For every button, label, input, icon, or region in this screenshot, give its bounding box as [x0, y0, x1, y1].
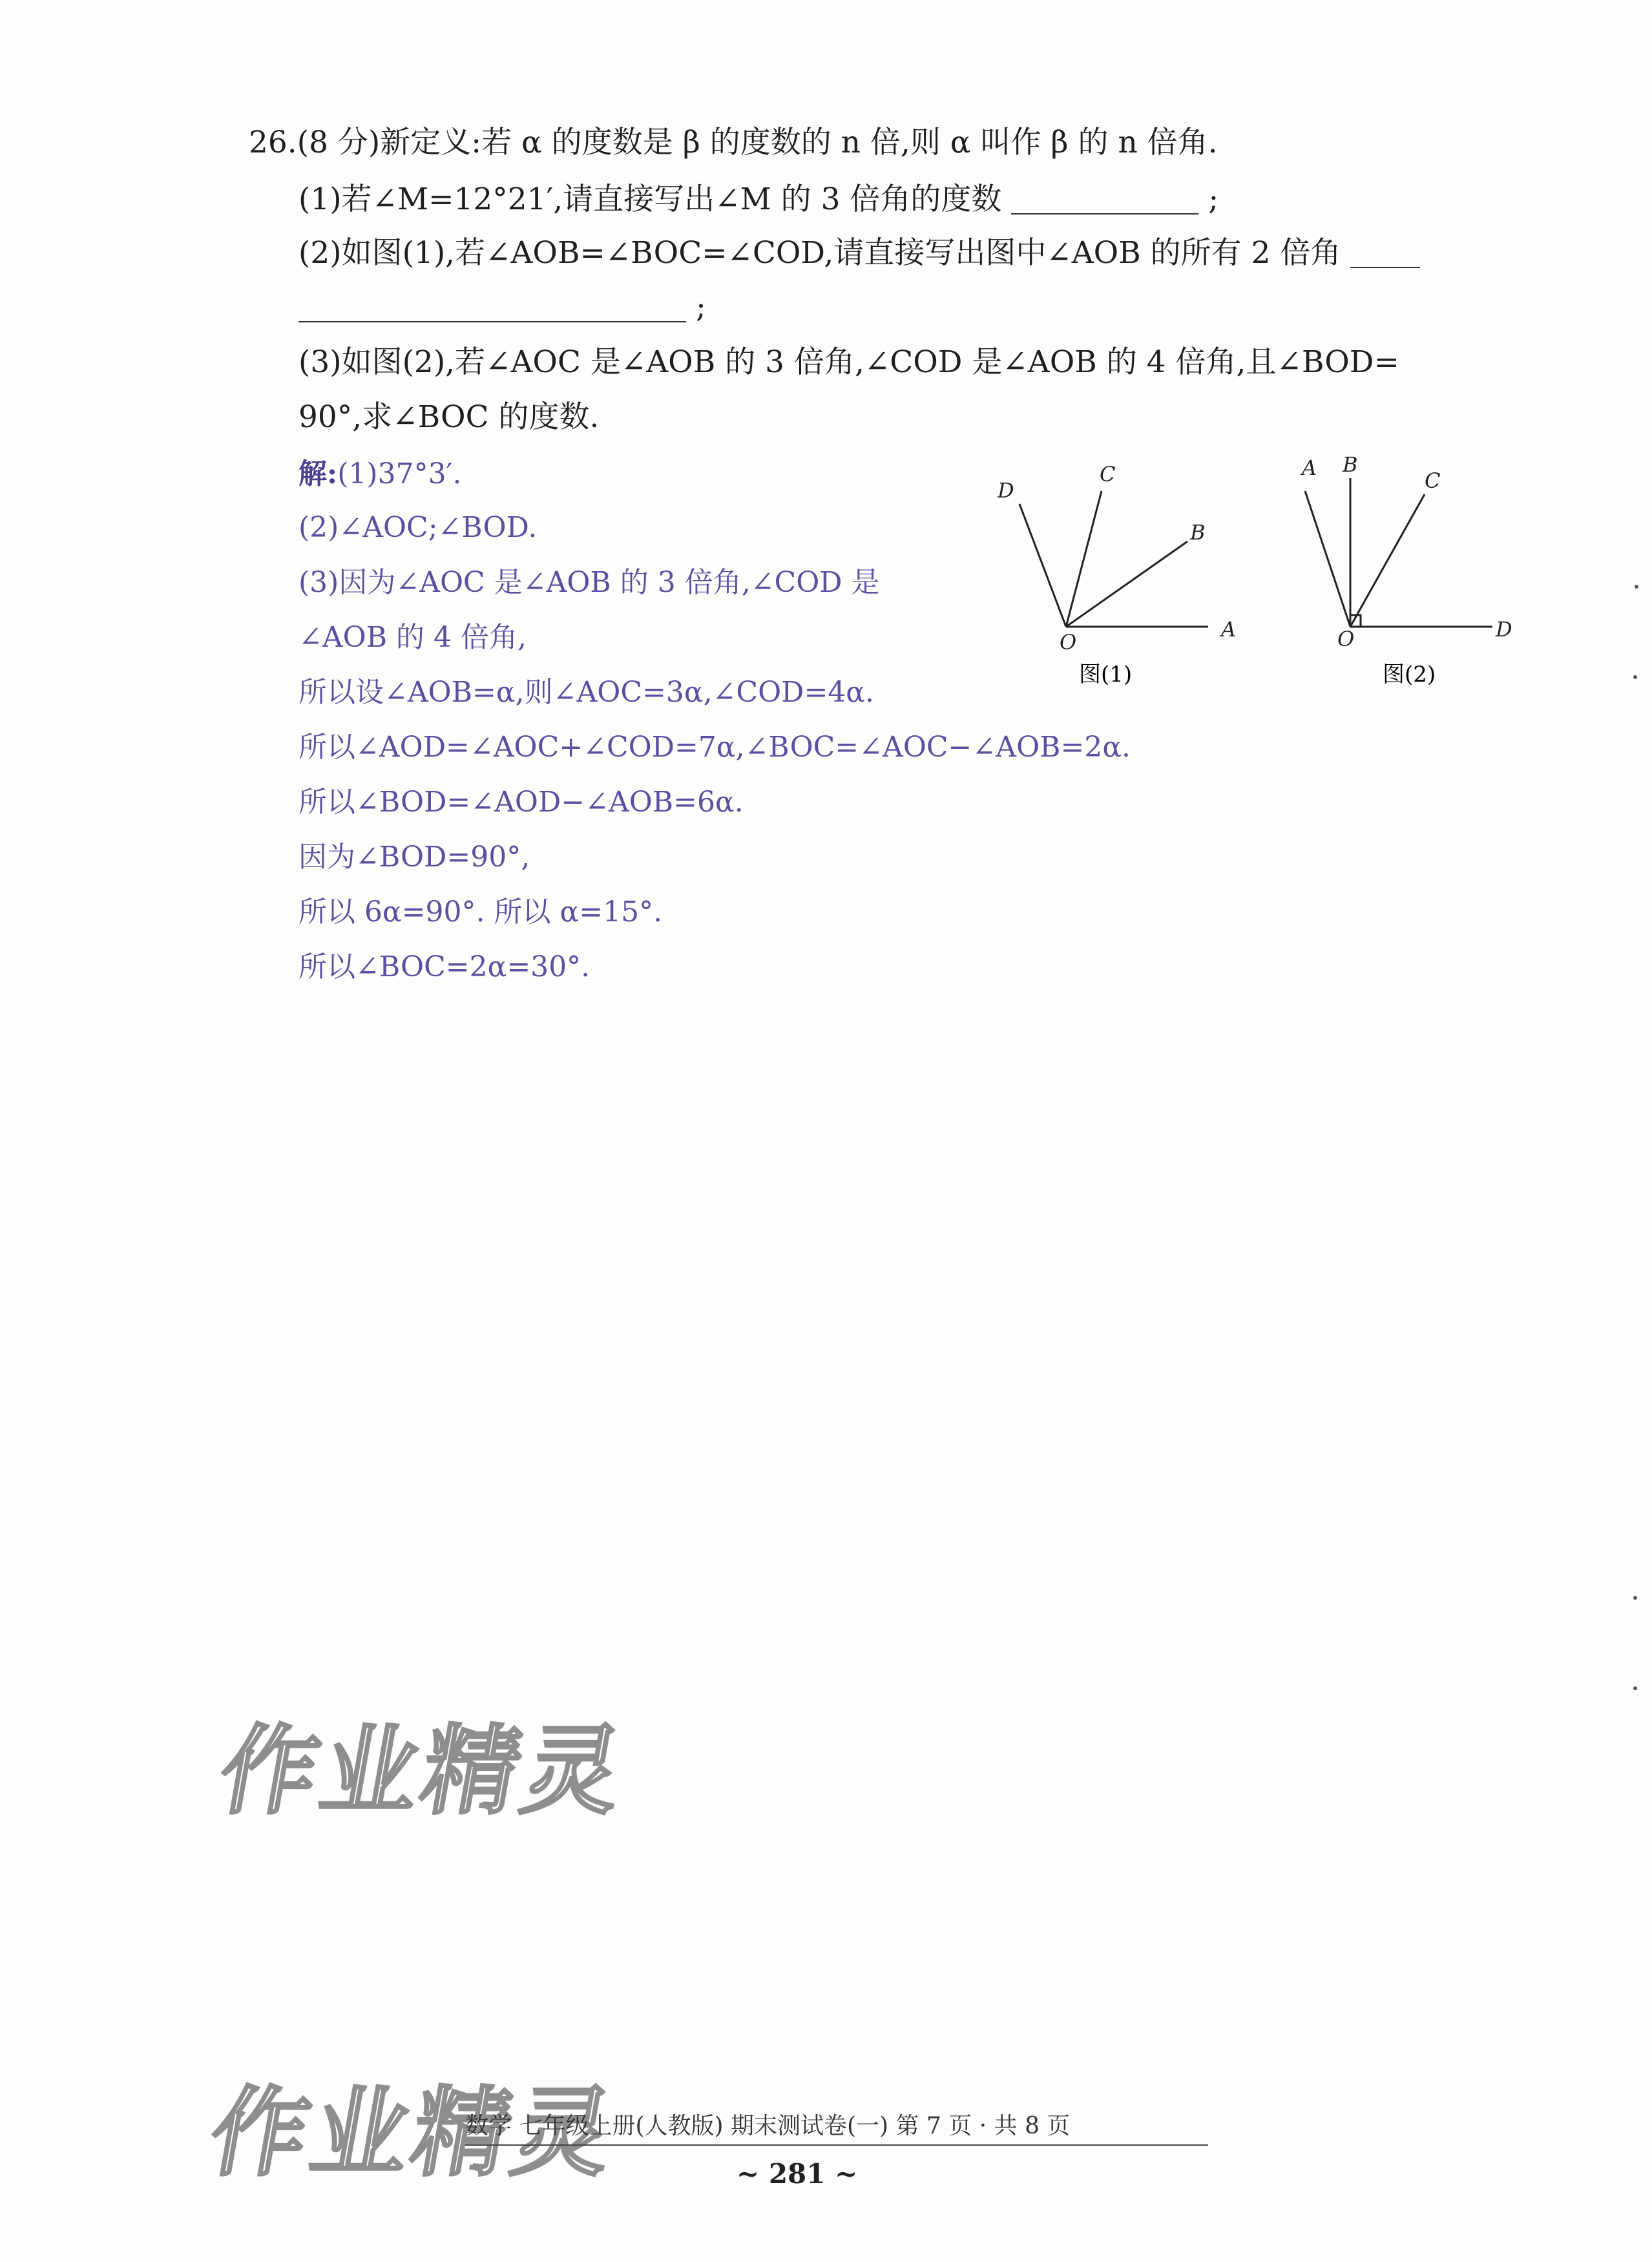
- answer-blank-1: [1011, 187, 1198, 215]
- question-part2-end: ;: [695, 289, 706, 325]
- answer-1-text: (1)37°3′.: [337, 457, 462, 490]
- question-part1: [298, 184, 1218, 215]
- ray-oa: [1305, 491, 1350, 627]
- question-part3-line2: 90°,求∠BOC 的度数.: [298, 399, 600, 435]
- answer-3-line2: ∠AOB 的 4 倍角,: [298, 621, 527, 654]
- scan-speck: [1635, 585, 1638, 589]
- page-number: ~ 281 ~: [737, 2158, 858, 2190]
- answer-blank-2b: [298, 295, 686, 322]
- scan-speck: [1633, 1596, 1637, 1600]
- question-part3-line1: (3)如图(2),若∠AOC 是∠AOB 的 3 倍角,∠COD 是∠AOB 的 4 倍角,且∠BOD=: [298, 344, 1399, 380]
- fig2-label-o: O: [1337, 627, 1355, 651]
- answer-label: 解:: [298, 457, 338, 490]
- fig2-label-d: D: [1496, 617, 1512, 642]
- question-part2: [298, 235, 1420, 271]
- scan-speck: [1633, 675, 1637, 679]
- answer-3-line3: 所以设∠AOB=α,则∠AOC=3α,∠COD=4α.: [298, 676, 874, 709]
- answer-3-line4: 所以∠AOD=∠AOC+∠COD=7α,∠BOC=∠AOC−∠AOB=2α.: [298, 731, 1131, 764]
- figure-1: [982, 452, 1253, 698]
- answer-2: (2)∠AOC;∠BOD.: [298, 511, 538, 544]
- fig2-caption: 图(2): [1383, 662, 1436, 687]
- answer-3-line1: (3)因为∠AOC 是∠AOB 的 3 倍角,∠COD 是: [298, 566, 880, 599]
- scan-speck: [1633, 1686, 1637, 1690]
- answer-3-line6: 因为∠BOD=90°,: [298, 841, 530, 874]
- fig2-label-a: A: [1302, 456, 1317, 480]
- fig1-label-c: C: [1100, 462, 1116, 487]
- fig1-caption: 图(1): [1079, 662, 1133, 687]
- question-stem: 26.(8 分)新定义:若 α 的度数是 β 的度数的 n 倍,则 α 叫作 β 的 n 倍角.: [249, 125, 1218, 160]
- fig2-label-c: C: [1425, 468, 1441, 493]
- question-part2-text: (2)如图(1),若∠AOB=∠BOC=∠COD,请直接写出图中∠AOB 的所有 2 倍角: [298, 235, 1341, 271]
- answer-3-line8: 所以∠BOC=2α=30°.: [298, 950, 591, 983]
- fig1-label-a: A: [1221, 617, 1237, 642]
- ray-od: [1019, 504, 1066, 627]
- ray-oc: [1350, 494, 1425, 627]
- watermark-logo-1: 作业精灵: [211, 1715, 634, 1828]
- answer-1: [298, 457, 462, 490]
- question-part1-text: (1)若∠M=12°21′,请直接写出∠M 的 3 倍角的度数: [298, 182, 1002, 217]
- answer-blank-2a: [1350, 241, 1420, 268]
- footer-info: 数学 七年级上册(人教版) 期末测试卷(一) 第 7 页 · 共 8 页: [465, 2108, 1208, 2146]
- question-part1-end: ;: [1208, 182, 1219, 217]
- fig1-label-d: D: [998, 478, 1014, 503]
- question-part2-cont: [298, 289, 706, 325]
- answer-3-line7: 所以 6α=90°. 所以 α=15°.: [298, 895, 663, 928]
- fig1-label-b: B: [1190, 520, 1206, 545]
- watermark-logo-2: 作业精灵: [202, 2077, 625, 2190]
- fig1-label-o: O: [1060, 630, 1077, 655]
- figure-2: [1286, 446, 1544, 698]
- answer-3-line5: 所以∠BOD=∠AOD−∠AOB=6α.: [298, 786, 744, 819]
- fig2-label-b: B: [1343, 452, 1358, 477]
